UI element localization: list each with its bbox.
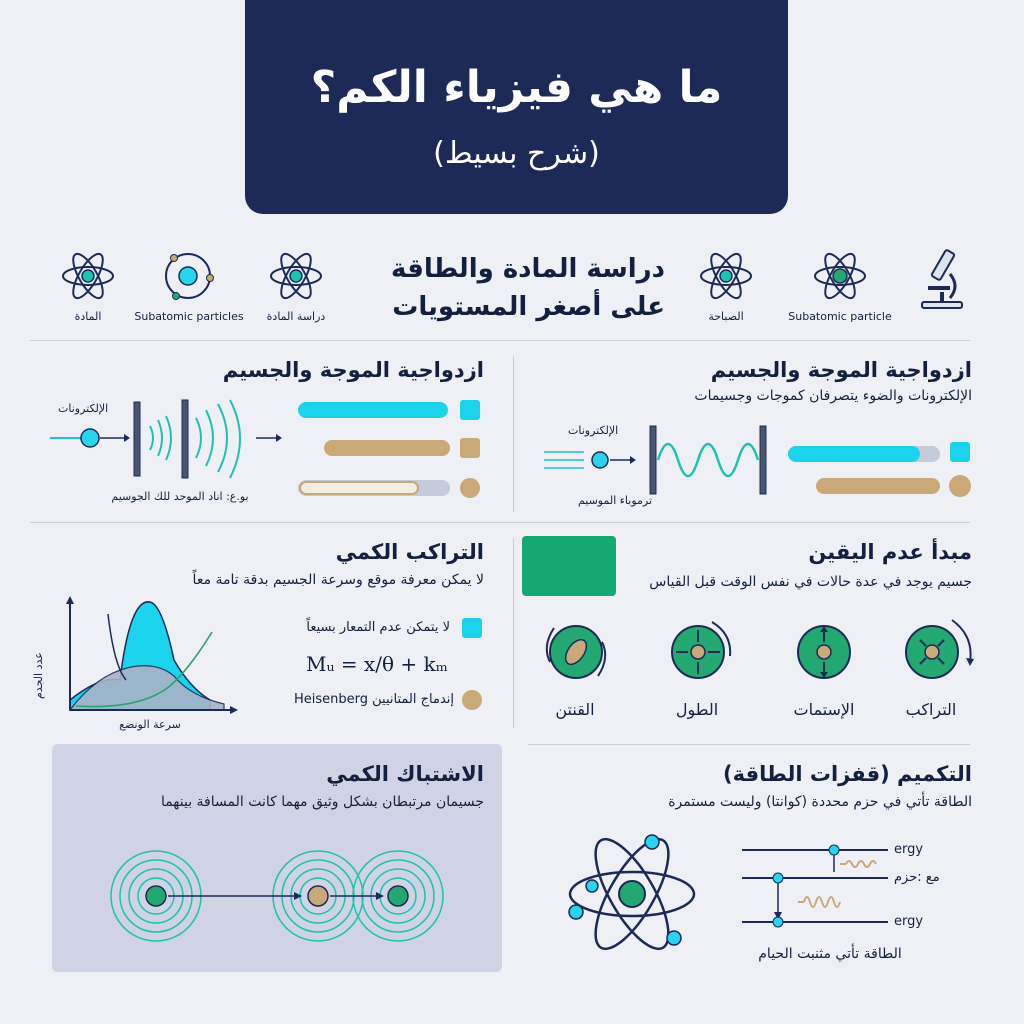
superposition-legend-1: لا يتمكن عدم التمعار بسيعاً <box>306 620 450 635</box>
header-banner <box>245 0 788 214</box>
superposition-graph <box>50 596 240 720</box>
level-bottom-label: ergy <box>894 914 924 929</box>
level-top-label: ergy <box>894 842 924 857</box>
intro-icon-label-4: Subatomic particle <box>788 310 892 323</box>
wave-right-title: ازدواجية الموجة والجسيم <box>710 358 972 382</box>
uncertainty-subtitle: جسيم يوجد في عدة حالات في نفس الوقت قبل القياس <box>649 574 972 590</box>
atom-icon <box>812 248 868 304</box>
state-label-1: الطول <box>675 700 719 719</box>
wave-right-caption: ترموباء الموسيم <box>577 494 653 507</box>
intro-heading-line1: دراسة المادة والطاقة <box>391 254 665 284</box>
entanglement-subtitle: جسيمان مرتبطان بشكل وثيق مهما كانت المسافة بينهما <box>160 794 484 810</box>
intro-icon-label-3: الصباحة <box>708 310 744 323</box>
level-mid-label: مع :حزم <box>894 870 940 885</box>
legend-swatch-tan <box>462 690 482 710</box>
entanglement-title: الاشتباك الكمي <box>326 762 484 786</box>
superposition-y-axis: عدد الجدم <box>32 652 45 700</box>
state-label-3: التراكب <box>905 700 957 719</box>
quantization-caption: الطاقة تأتي مثنبت الحيام <box>758 946 902 962</box>
divider <box>528 744 970 745</box>
intro-icon-label-1: Subatomic particles <box>134 310 244 323</box>
microscope-icon <box>914 246 966 318</box>
superposition-subtitle: لا يمكن معرفة موقع وسرعة الجسيم بدقة تامة معاً <box>192 572 484 588</box>
green-block <box>522 536 616 596</box>
particle-state-icon <box>896 616 976 688</box>
wave-left-electron-label: الإلكترونات <box>58 402 109 415</box>
intro-heading <box>380 250 665 326</box>
page-title: ما هي فيزياء الكم؟ <box>310 62 723 113</box>
wave-left-caption: بو.ع: اناد الموحد للك الجوسيم <box>111 490 249 503</box>
wave-left-bars <box>296 398 486 502</box>
divider <box>513 356 514 512</box>
superposition-x-axis: سرعة الونضع <box>119 718 181 731</box>
page-subtitle: (شرح بسيط) <box>433 136 600 171</box>
wave-right-subtitle: الإلكترونات والضوء يتصرفان كموجات وجسيمات <box>694 388 972 404</box>
atom-icon <box>268 248 324 304</box>
particle-state-icon <box>540 616 612 688</box>
superposition-legend-2: إندماج المتانيين Heisenberg <box>294 692 454 707</box>
intro-heading-line2: على أصغر المستويات <box>392 292 665 322</box>
superposition-formula: Mᵤ = x/θ + kₘ <box>306 652 448 676</box>
wave-left-title: ازدواجية الموجة والجسيم <box>222 358 484 382</box>
uncertainty-title: مبدأ عدم اليقين <box>808 540 972 564</box>
quantization-title: التكميم (قفزات الطاقة) <box>723 762 972 786</box>
atom-icon <box>562 824 702 964</box>
state-label-2: الإستمات <box>793 700 855 719</box>
divider <box>513 538 514 728</box>
energy-levels-diagram <box>742 840 892 934</box>
wave-right-diagram <box>540 424 980 500</box>
atom-icon <box>60 248 116 304</box>
atom-icon <box>698 248 754 304</box>
superposition-title: التراكب الكمي <box>335 540 484 564</box>
intro-icon-label-0: المادة <box>74 310 102 323</box>
divider <box>30 340 970 341</box>
wave-left-diagram <box>50 396 290 486</box>
entanglement-diagram <box>100 836 460 956</box>
wave-right-electron-label: الإلكترونات <box>568 424 619 437</box>
orbit-particles-icon <box>160 248 216 304</box>
particle-state-icon <box>662 616 734 688</box>
divider <box>30 522 970 523</box>
legend-swatch-cyan <box>462 618 482 638</box>
state-label-0: القنتن <box>555 700 595 719</box>
particle-state-icon <box>788 616 860 688</box>
intro-icon-label-2: دراسة المادة <box>266 310 326 323</box>
quantization-subtitle: الطاقة تأتي في حزم محددة (كوانتا) وليست مستمرة <box>668 794 972 810</box>
